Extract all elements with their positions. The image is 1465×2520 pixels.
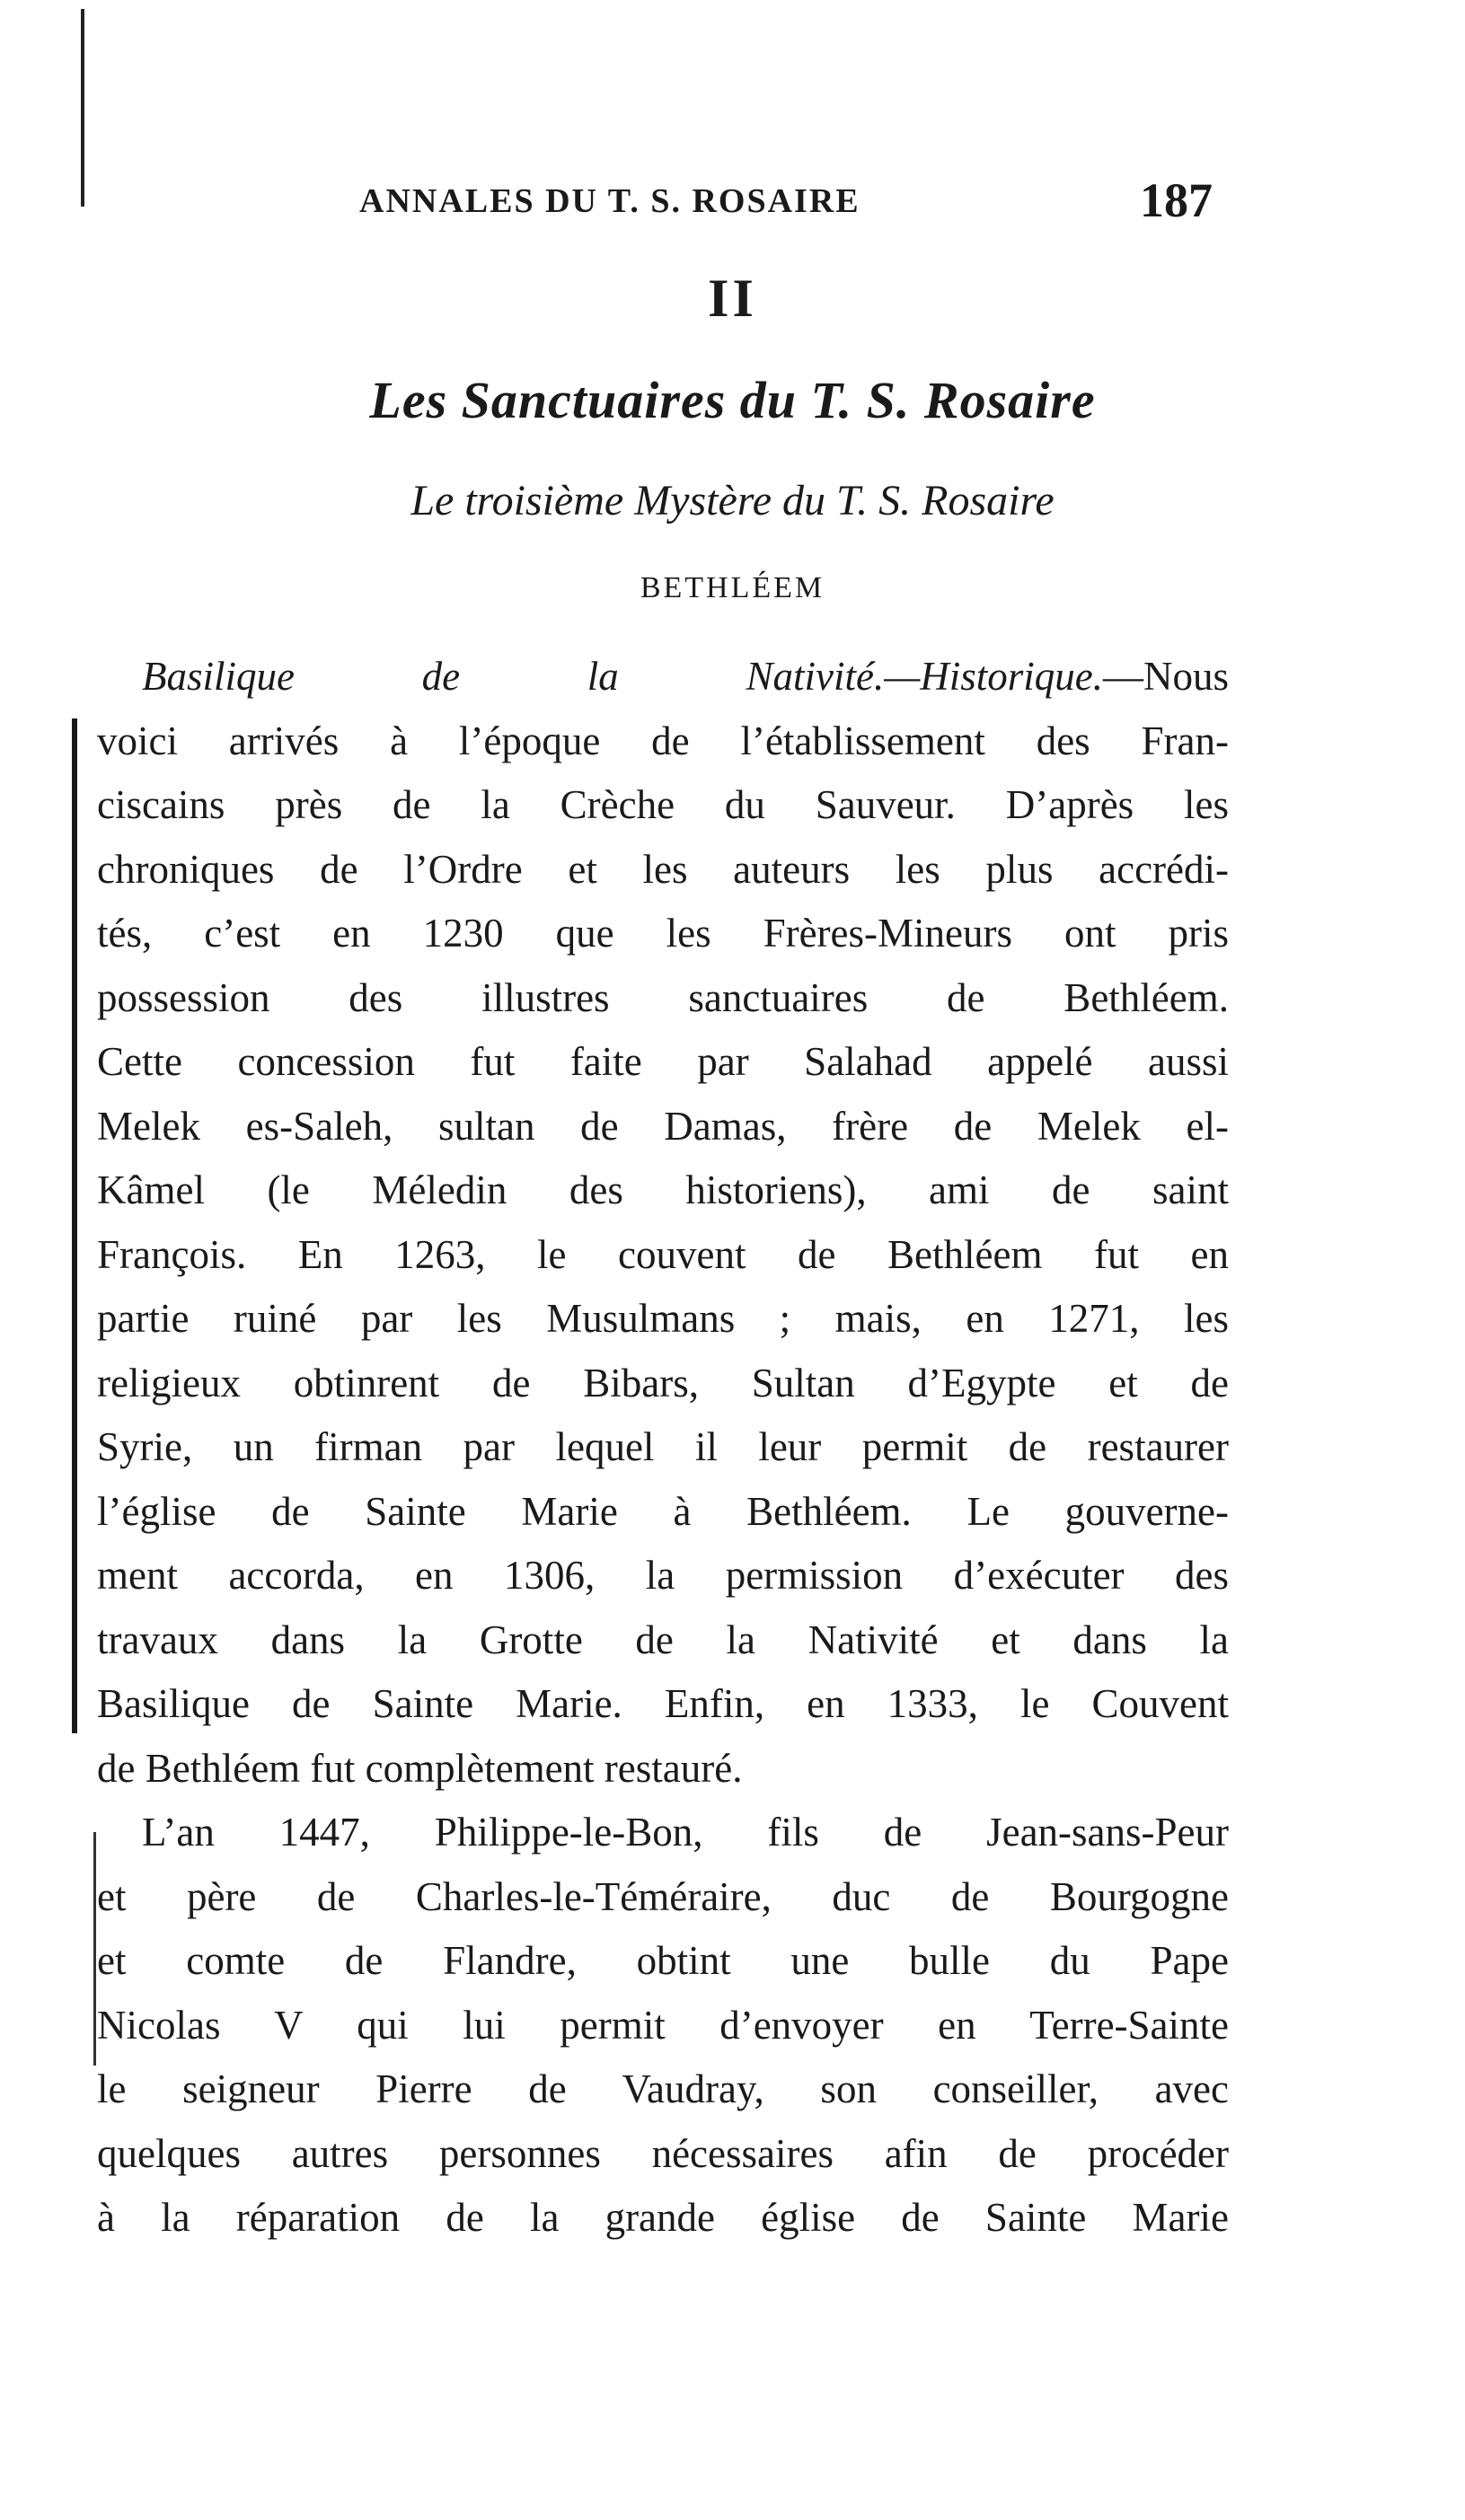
scan-edge-line <box>81 9 84 207</box>
text-line: François. En 1263, le couvent de Bethléem fut en <box>97 1231 1229 1277</box>
text-line: Basilique de Sainte Marie. Enfin, en 1333, le Couvent <box>97 1681 1229 1726</box>
chapter-title: Les Sanctuaires du T. S. Rosaire <box>369 371 1096 429</box>
scan-binding-edge-lower <box>93 1832 96 2066</box>
text-line: à la réparation de la grande église de Sainte Marie <box>97 2195 1229 2240</box>
chapter-subtitle: Le troisième Mystère du T. S. Rosaire <box>410 477 1055 524</box>
text-line: l’église de Sainte Marie à Bethléem. Le gouverne- <box>97 1488 1229 1534</box>
body-text <box>97 645 1229 2251</box>
text-line: chroniques de l’Ordre et les auteurs les plus accrédi- <box>97 846 1229 892</box>
paragraph-first-line <box>97 645 1229 709</box>
text-line: ciscains près de la Crèche du Sauveur. D’après les <box>97 782 1229 827</box>
text-line: Kâmel (le Méledin des historiens), ami de saint <box>97 1167 1229 1212</box>
text-line: le seigneur Pierre de Vaudray, son conseiller, avec <box>97 2066 1229 2111</box>
text-line: Syrie, un firman par lequel il leur permit de restaurer <box>97 1424 1229 1469</box>
scan-binding-edge <box>72 718 77 1733</box>
text-line: quelques autres personnes nécessaires afin de procéder <box>97 2130 1229 2176</box>
text-line: Nicolas V qui lui permit d’envoyer en Terre-Sainte <box>97 2002 1229 2048</box>
running-head-title: ANNALES DU T. S. ROSAIRE <box>359 182 860 220</box>
text-line: de Bethléem fut complètement restauré. <box>97 1745 743 1791</box>
paragraph-lead-in: Basilique de la Nativité.—Historique. <box>142 654 1103 699</box>
text-line: Melek es-Saleh, sultan de Damas, frère de Melek el- <box>97 1103 1229 1149</box>
text-line: tés, c’est en 1230 que les Frères-Mineurs ont pris <box>97 911 1229 956</box>
text-line: L’an 1447, Philippe-le-Bon, fils de Jean-sans-Peur <box>142 1810 1229 1855</box>
paragraph-first-line-rest: —Nous <box>1102 654 1229 699</box>
section-number: II <box>708 269 757 328</box>
text-line: et père de Charles-le-Téméraire, duc de Bourgogne <box>97 1873 1229 1919</box>
text-line: religieux obtinrent de Bibars, Sultan d’Egypte et de <box>97 1360 1229 1405</box>
text-line: possession des illustres sanctuaires de Bethléem. <box>97 974 1229 1020</box>
page-number: 187 <box>1140 173 1213 227</box>
running-head <box>359 172 1213 226</box>
text-line: travaux dans la Grotte de la Nativité et dans la <box>97 1617 1229 1662</box>
text-line: partie ruiné par les Musulmans ; mais, en 1271, les <box>97 1296 1229 1341</box>
text-line: Cette concession fut faite par Salahad appelé aussi <box>97 1039 1229 1084</box>
text-line: et comte de Flandre, obtint une bulle du Pape <box>97 1938 1229 1983</box>
text-line: voici arrivés à l’époque de l’établissement des Fran- <box>97 718 1229 763</box>
place-heading: BETHLÉEM <box>640 571 825 604</box>
text-line: ment accorda, en 1306, la permission d’exécuter des <box>97 1553 1229 1598</box>
